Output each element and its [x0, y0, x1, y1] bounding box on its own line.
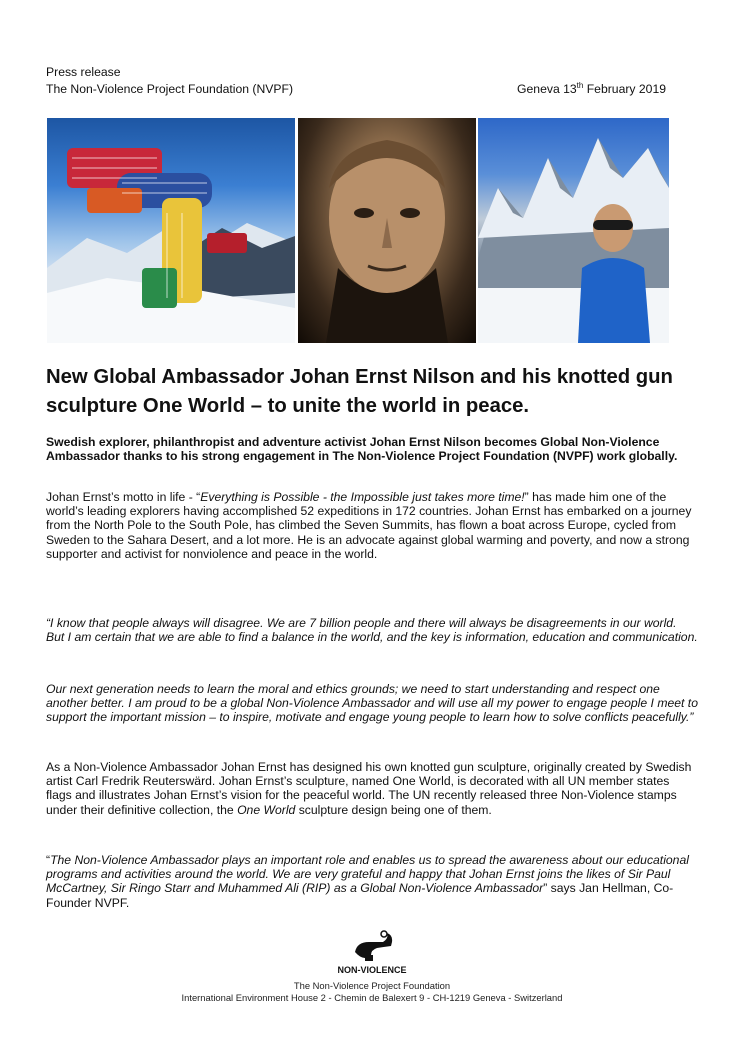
portrait-image — [298, 118, 476, 343]
quote-paragraph-1: “I know that people always will disagree. We are 7 billion people and there will always be disagreements in our world. But I am certain that we are able to find a balance in the world, and the key is information, education and communication. — [46, 616, 698, 645]
press-release-label: Press release — [46, 65, 121, 79]
organization-name: The Non-Violence Project Foundation (NVPF) — [46, 82, 294, 96]
paragraph-sculpture: As a Non-Violence Ambassador Johan Ernst has designed his own knotted gun sculpture, originally created by Swedish artist Carl Fredrik Reuterswärd. Johan Ernst’s sculpture, named One World, is decorated with all UN member states flags and illustrates Johan Ernst’s vision for the peaceful world. The UN recently released three Non-Violence stamps under their definitive collection, the One World sculpture design being one of them. — [46, 760, 692, 817]
document-footer — [46, 928, 698, 1004]
article-title: New Global Ambassador Johan Ernst Nilson and his knotted gun sculpture One World – to unite the world in peace. — [46, 366, 673, 417]
sculpture-image — [47, 118, 295, 343]
photo-strip — [47, 118, 669, 343]
lead-paragraph: Swedish explorer, philanthropist and adventure activist Johan Ernst Nilson becomes Global Non-Violence Ambassador thanks to his strong engagement in The Non-Violence Project Foundation (NVPF) work globally. — [46, 435, 678, 464]
paragraph-motto: Johan Ernst’s motto in life - “Everything is Possible - the Impossible just takes more time!” has made him one of the world’s leading explorers having accomplished 52 expeditions in 172 countries. Johan Ernst has embarked on a journey from the North Pole to the South Pole, has climbed the Seven Summits, has flown a boat across Europe, cycled from Sweden to the Sahara Desert, and a lot more. He is an advocate against global warming and poverty, and now a strong supporter and activist for nonviolence and peace in the world. — [46, 490, 692, 561]
portrait-photo — [298, 118, 476, 343]
motto-text: Everything is Possible - the Impossible just takes more time! — [200, 490, 525, 504]
mountain-photo — [478, 118, 669, 343]
paragraph-cofounder-quote: “The Non-Violence Ambassador plays an important role and enables us to spread the awareness about our educational programs and activities around the world. We are very grateful and happy that Johan Ernst joins the likes of Sir Paul McCartney, Sir Ringo Starr and Muhammed Ali (RIP) as a Global Non-Violence Ambassador” says Jan Hellman, Co-Founder NVPF. — [46, 853, 689, 910]
svg-text:NON-VIOLENCE: NON-VIOLENCE — [337, 965, 407, 975]
footer-address: International Environment House 2 - Chemin de Balexert 9 - CH-1219 Geneva - Switzerland — [181, 992, 563, 1003]
non-violence-logo-icon — [337, 928, 407, 978]
mountain-image — [478, 118, 669, 343]
quote-paragraph-2: Our next generation needs to learn the moral and ethics grounds; we need to start understanding and respect one another better. I am proud to be a global Non-Violence Ambassador and will use all my power to engage people I meet to support the important mission – to inspire, motivate and engage young people to learn how to solve conflicts peacefully.” — [46, 682, 698, 725]
footer-organization: The Non-Violence Project Foundation — [293, 980, 451, 991]
release-date: Geneva 13th February 2019 — [517, 80, 666, 96]
document-header — [46, 64, 666, 98]
sculpture-photo — [47, 118, 295, 343]
